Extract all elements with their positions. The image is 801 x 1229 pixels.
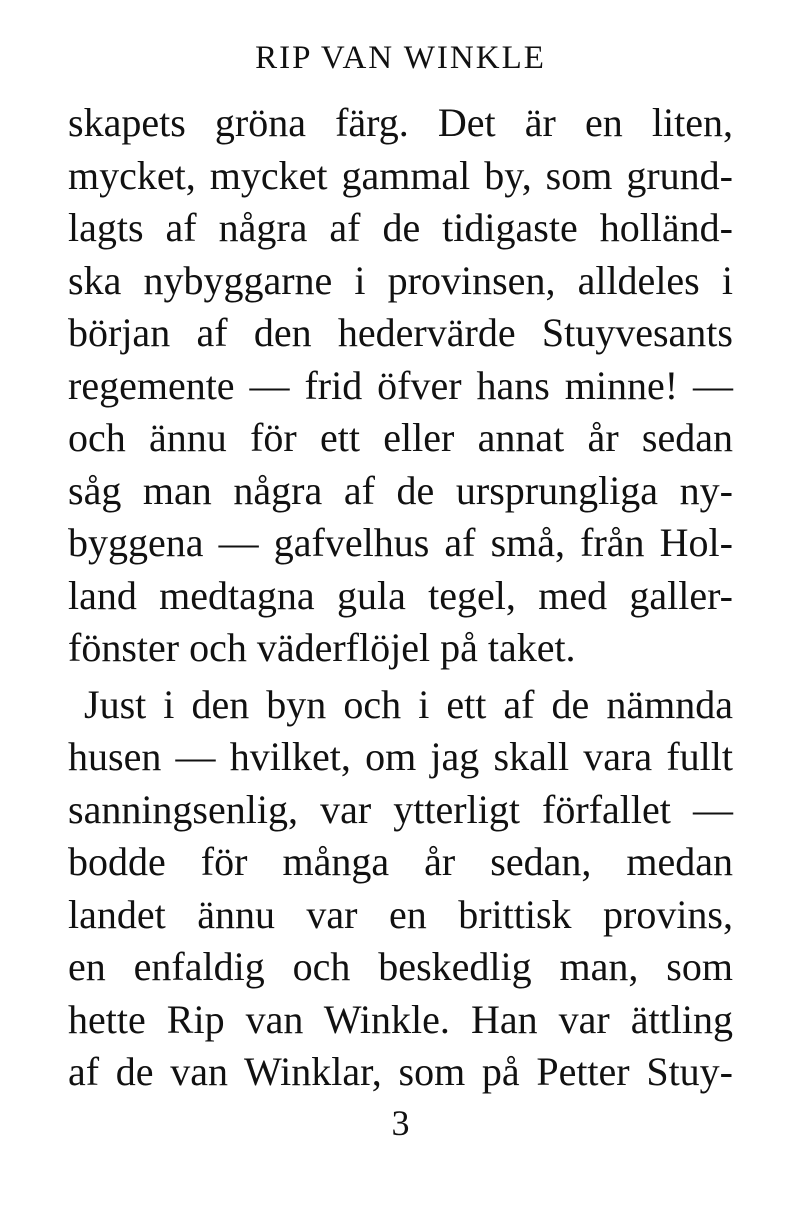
running-head: RIP VAN WINKLE (255, 40, 546, 76)
text-line: land medtagna gula tegel, med galler- (68, 572, 733, 618)
text-line: och ännu för ett eller annat år sedan (68, 415, 733, 460)
text-line: af de van Winklar, som på Petter Stuy- (68, 1049, 733, 1094)
page-number: 3 (391, 1103, 410, 1143)
text-line: en enfaldig och beskedlig man, som (68, 944, 733, 989)
text-line: husen — hvilket, om jag skall vara fullt (68, 734, 733, 779)
text-line: landet ännu var en brittisk provins, (68, 891, 733, 937)
paragraph (68, 679, 733, 1099)
text-line: såg man några af de ursprungliga ny- (68, 467, 733, 513)
text-line: sanningsenlig, var ytterligt förfallet — (68, 786, 733, 832)
text-line: byggena — gafvelhus af små, från Hol- (68, 520, 733, 565)
text-line: fönster och väderflöjel på taket. (68, 625, 576, 670)
text-line: bodde för många år sedan, medan (68, 839, 733, 884)
text-line: mycket, mycket gammal by, som grund- (68, 152, 733, 198)
text-line: början af den hedervärde Stuyvesants (68, 310, 733, 355)
text-line: Just i den byn och i ett af de nämnda (84, 681, 733, 727)
body-text (68, 97, 733, 1099)
text-line: hette Rip van Winkle. Han var ättling (68, 996, 733, 1042)
text-line: skapets gröna färg. Det är en liten, (68, 100, 733, 145)
text-line: lagts af några af de tidigaste holländ- (68, 205, 733, 250)
paragraph (68, 97, 733, 675)
text-line: regemente — frid öfver hans minne! — (68, 362, 733, 408)
text-line: ska nybyggarne i provinsen, alldeles i (68, 257, 733, 303)
